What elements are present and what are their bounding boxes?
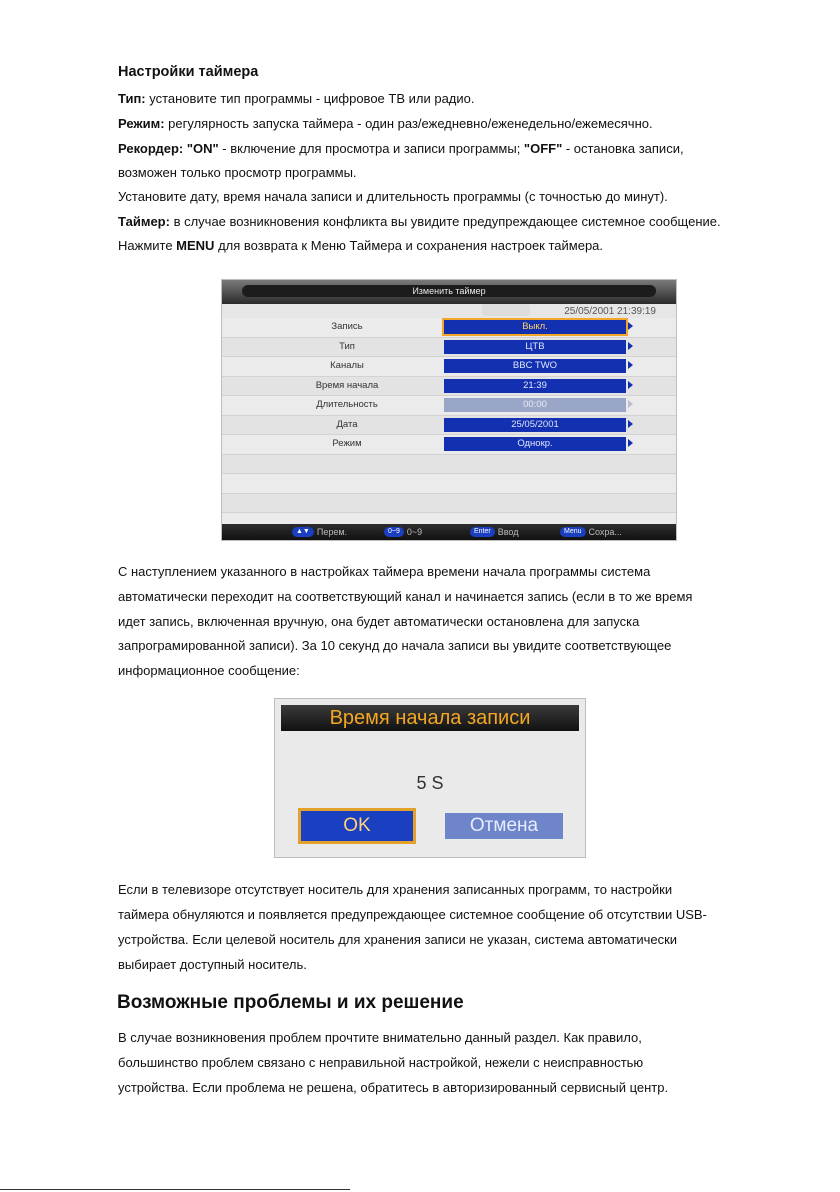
- row-label: Запись: [331, 321, 363, 332]
- row-label: Тип: [339, 340, 355, 352]
- timer-row-type[interactable]: [222, 338, 676, 358]
- timer-row-channels[interactable]: [222, 357, 676, 377]
- row-label: Время начала: [315, 379, 379, 391]
- paragraph-line: Если в телевизоре отсутствует носитель для хранения записанных программ, то настройки: [118, 882, 673, 897]
- paragraph-line: выбирает доступный носитель.: [118, 957, 307, 972]
- ok-button[interactable]: OK: [301, 811, 413, 841]
- section-title: Настройки таймера: [118, 64, 259, 80]
- dialog-title: Время начала записи: [281, 705, 579, 731]
- intro-line: Установите дату, время начала записи и длительность программы (с точностью до минут).: [118, 189, 668, 204]
- digits-key-icon: 0~9: [384, 527, 404, 537]
- row-label: Режим: [332, 438, 362, 449]
- timer-title: Изменить таймер: [242, 285, 656, 297]
- paragraph-line: автоматически переходит на соответствующий канал и начинается запись (если в то же время: [118, 589, 693, 604]
- timer-row-date[interactable]: [222, 416, 676, 436]
- row-label: Каналы: [330, 360, 364, 371]
- arrow-right-icon: [628, 342, 633, 350]
- countdown-text: 5 S: [416, 773, 444, 793]
- row-value[interactable]: ЦТВ: [444, 340, 626, 354]
- recording-start-dialog: [274, 698, 586, 858]
- timer-row-duration: [222, 396, 676, 416]
- arrow-right-icon: [628, 420, 633, 428]
- paragraph-line: С наступлением указанного в настройках таймера времени начала программы система: [118, 564, 651, 579]
- menu-key-icon: Menu: [560, 527, 586, 537]
- row-value[interactable]: 25/05/2001: [444, 418, 626, 432]
- paragraph-line: большинство проблем связано с неправильной настройкой, нежели с неисправностью: [118, 1055, 644, 1070]
- footer-divider: [0, 1189, 350, 1190]
- timer-row-start-time[interactable]: [222, 377, 676, 397]
- paragraph-line: устройства. Если проблема не решена, обратитесь в авторизированный сервисный центр.: [118, 1080, 669, 1095]
- intro-line: Тип: установите тип программы - цифровое ТВ или радио.: [118, 91, 475, 106]
- cancel-button[interactable]: Отмена: [445, 813, 563, 839]
- intro-line: Нажмите MENU для возврата к Меню Таймера и сохранения настроек таймера.: [118, 238, 604, 253]
- row-value[interactable]: BBC TWO: [444, 359, 626, 373]
- row-value[interactable]: Однокр.: [444, 437, 626, 451]
- arrow-right-icon: [628, 439, 633, 447]
- row-label: Дата: [336, 418, 358, 430]
- paragraph-line: таймера обнуляются и появляется предупреждающее системное сообщение об отсутствии USB-: [118, 907, 707, 922]
- arrow-right-icon: [628, 322, 633, 330]
- timer-footer-hints: [222, 524, 676, 540]
- updown-key-icon: ▲▼: [292, 527, 314, 537]
- timer-edit-screen: [221, 279, 677, 541]
- paragraph-line: устройства. Если целевой носитель для хранения записи не указан, система автоматически: [118, 932, 678, 947]
- arrow-right-icon: [628, 400, 633, 408]
- hint-enter: Enter Ввод: [470, 527, 518, 537]
- hint-digits: 0~9 0~9: [384, 527, 422, 537]
- intro-line: Режим: регулярность запуска таймера - один раз/ежедневно/еженедельно/ежемесячно.: [118, 116, 653, 131]
- hint-navigate: ▲▼ Перем.: [292, 527, 347, 537]
- paragraph-line: В случае возникновения проблем прочтите внимательно данный раздел. Как правило,: [118, 1030, 642, 1045]
- paragraph-line: запрограмированной записи). За 10 секунд до начала записи вы увидите соответствующее: [118, 638, 672, 653]
- row-value: 00:00: [444, 398, 626, 412]
- timer-datetime: 25/05/2001 21:39:19: [564, 306, 656, 317]
- arrow-right-icon: [628, 381, 633, 389]
- empty-row: [222, 455, 676, 475]
- logo-icon: [482, 304, 530, 316]
- row-label: Длительность: [316, 399, 378, 410]
- row-value[interactable]: Выкл.: [444, 320, 626, 334]
- intro-line: Рекордер: "ON" - включение для просмотра и записи программы; "OFF" - остановка записи,: [118, 141, 684, 156]
- timer-settings-list: [222, 318, 676, 533]
- troubleshooting-heading: Возможные проблемы и их решение: [117, 992, 464, 1013]
- row-value[interactable]: 21:39: [444, 379, 626, 393]
- arrow-right-icon: [628, 361, 633, 369]
- empty-row: [222, 494, 676, 514]
- paragraph-line: информационное сообщение:: [118, 663, 300, 678]
- timer-row-mode[interactable]: [222, 435, 676, 455]
- hint-save: Menu Сохра...: [560, 527, 622, 537]
- intro-line: возможен только просмотр программы.: [118, 165, 357, 180]
- intro-line: Таймер: в случае возникновения конфликта вы увидите предупреждающее системное сообщение.: [118, 214, 721, 229]
- paragraph-line: идет запись, включенная вручную, она будет автоматически остановлена для запуска: [118, 614, 640, 629]
- empty-row: [222, 474, 676, 494]
- timer-row-record[interactable]: [222, 318, 676, 338]
- timer-title-bar: [222, 280, 676, 304]
- enter-key-icon: Enter: [470, 527, 495, 537]
